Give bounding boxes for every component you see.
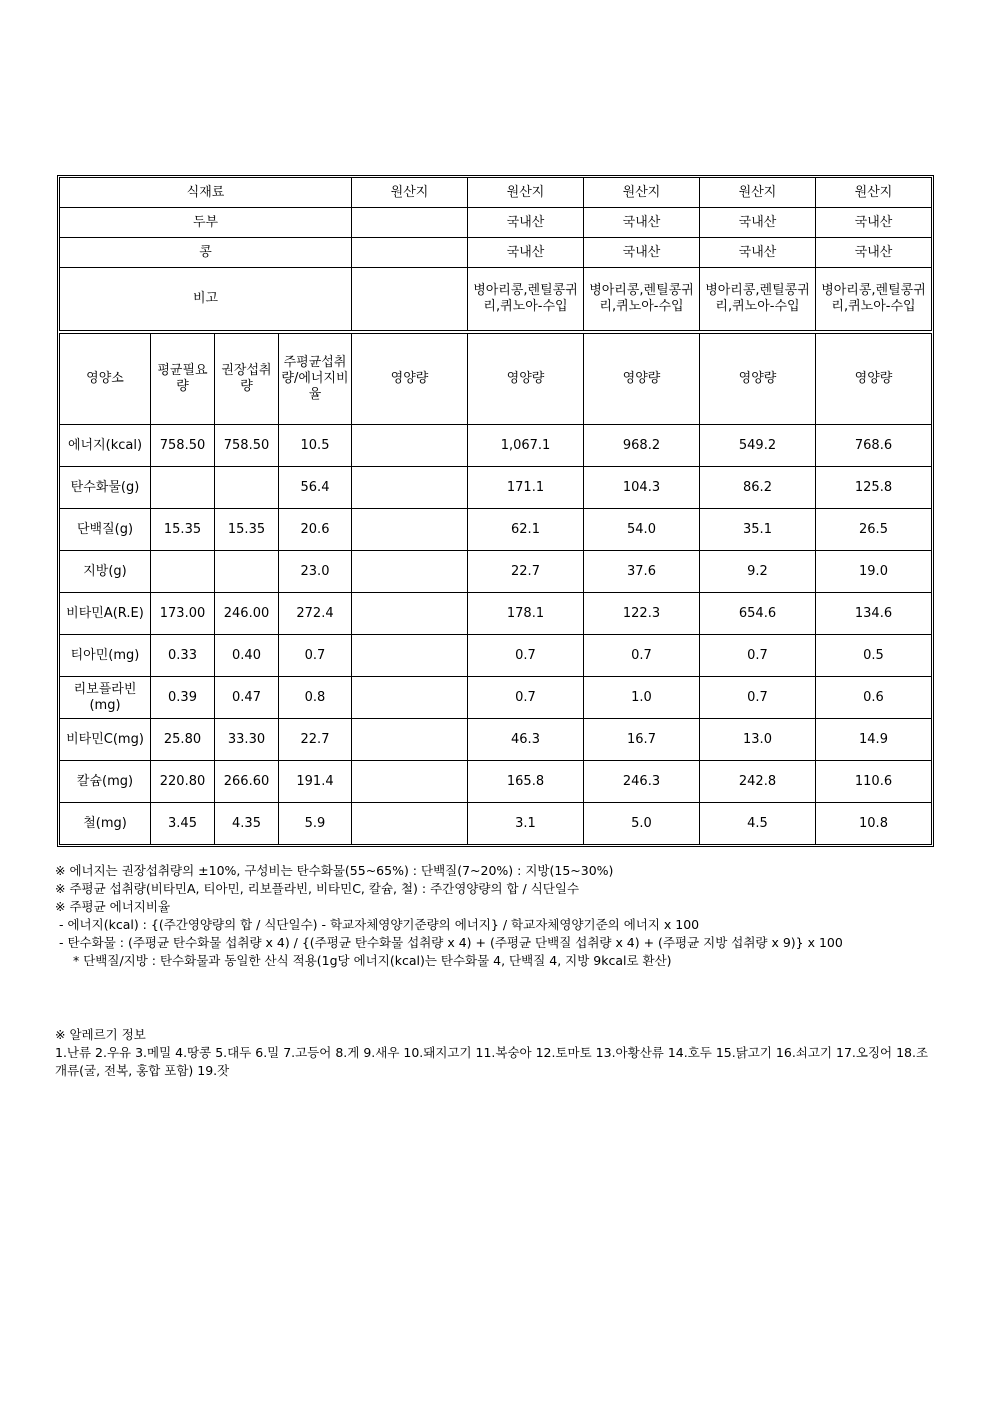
nutrient-label: 탄수화물(g) [60,467,151,509]
note-line: ※ 주평균 섭취량(비타민A, 티아민, 리보플라빈, 비타민C, 칼슘, 철) : 주간영양량의 합 / 식단일수 [55,881,580,896]
nutrition-value-cell: 26.5 [816,509,932,551]
note-line: ※ 에너지는 권장섭취량의 ±10%, 구성비는 탄수화물(55~65%) : 단백질(7~20%) : 지방(15~30%) [55,863,614,878]
nutrition-value-cell [352,467,468,509]
nutrition-value-cell: 549.2 [700,425,816,467]
origin-header-cell: 원산지 [468,178,584,208]
nutrition-value-cell: 654.6 [700,593,816,635]
nutrition-header-cell: 영양량 [700,334,816,425]
origin-header-row [60,178,932,208]
nutrition-value-cell [352,761,468,803]
nutrition-value-cell: 242.8 [700,761,816,803]
nutrition-value-cell: 4.5 [700,803,816,845]
nutrition-header-cell: 영양량 [468,334,584,425]
allergy-info [55,1026,940,1080]
nutrition-value-cell: 54.0 [584,509,700,551]
remarks-cell: 병아리콩,렌틸콩귀리,퀴노아-수입 [700,268,816,331]
nutrition-row [60,761,932,803]
nutrition-row [60,467,932,509]
origin-cell [352,208,468,238]
nutrition-value-cell: 758.50 [151,425,215,467]
nutrition-value-cell: 10.5 [279,425,352,467]
nutrition-value-cell: 3.45 [151,803,215,845]
nutrition-value-cell [352,803,468,845]
nutrition-value-cell: 13.0 [700,719,816,761]
nutrition-value-cell: 9.2 [700,551,816,593]
origin-header-cell: 원산지 [584,178,700,208]
note-line: - 에너지(kcal) : {(주간영양량의 합 / 식단일수) - 학교자체영양기준량의 에너지} / 학교자체영양기준의 에너지 x 100 [59,917,700,932]
nutrition-value-cell: 0.7 [584,635,700,677]
nutrition-row [60,509,932,551]
remarks-cell [352,268,468,331]
remarks-cell: 병아리콩,렌틸콩귀리,퀴노아-수입 [468,268,584,331]
nutrition-value-cell: 16.7 [584,719,700,761]
nutrition-value-cell [352,509,468,551]
nutrition-header-cell: 영양소 [60,334,151,425]
origin-cell: 국내산 [816,208,932,238]
nutrient-label: 칼슘(mg) [60,761,151,803]
nutrition-value-cell: 37.6 [584,551,700,593]
nutrition-value-cell [352,677,468,719]
nutrient-label: 비타민C(mg) [60,719,151,761]
ingredient-label: 두부 [60,208,352,238]
nutrition-value-cell: 246.3 [584,761,700,803]
origin-cell: 국내산 [468,208,584,238]
nutrition-value-cell: 15.35 [215,509,279,551]
nutrition-value-cell: 246.00 [215,593,279,635]
nutrition-value-cell: 35.1 [700,509,816,551]
nutrition-row [60,551,932,593]
nutrient-label: 리보플라빈(mg) [60,677,151,719]
allergy-list: 1.난류 2.우유 3.메밀 4.땅콩 5.대두 6.밀 7.고등어 8.게 9.새우 10.돼지고기 11.복숭아 12.토마토 13.아황산류 14.호두 15.닭고기 16.쇠고기 17.오징어 18.조개류(굴, 전복, 홍합 포함) 19.잣 [55,1045,929,1078]
nutrition-row [60,803,932,845]
remarks-label: 비고 [60,268,352,331]
nutrient-label: 비타민A(R.E) [60,593,151,635]
nutrition-value-cell: 3.1 [468,803,584,845]
nutrition-value-cell: 56.4 [279,467,352,509]
nutrition-value-cell [352,425,468,467]
nutrition-value-cell: 5.0 [584,803,700,845]
nutrient-label: 지방(g) [60,551,151,593]
note-line: * 단백질/지방 : 탄수화물과 동일한 산식 적용(1g당 에너지(kcal)는 탄수화물 4, 단백질 4, 지방 9kcal로 환산) [73,953,672,968]
remarks-row [60,268,932,331]
nutrition-value-cell: 14.9 [816,719,932,761]
nutrition-table [59,333,932,845]
nutrition-value-cell: 220.80 [151,761,215,803]
origin-row [60,238,932,268]
origin-header-cell: 원산지 [700,178,816,208]
nutrition-value-cell [151,467,215,509]
nutrition-value-cell: 5.9 [279,803,352,845]
nutrition-row [60,425,932,467]
nutrition-value-cell: 0.6 [816,677,932,719]
nutrition-value-cell [352,635,468,677]
nutrition-value-cell: 25.80 [151,719,215,761]
ingredient-label: 콩 [60,238,352,268]
nutrient-label: 에너지(kcal) [60,425,151,467]
nutrition-value-cell: 15.35 [151,509,215,551]
note-line: ※ 주평균 에너지비율 [55,899,171,914]
nutrition-value-cell: 1,067.1 [468,425,584,467]
nutrition-value-cell: 4.35 [215,803,279,845]
nutrition-value-cell [352,719,468,761]
remarks-cell: 병아리콩,렌틸콩귀리,퀴노아-수입 [584,268,700,331]
nutrition-value-cell: 23.0 [279,551,352,593]
nutrient-label: 철(mg) [60,803,151,845]
nutrition-value-cell: 20.6 [279,509,352,551]
nutrition-row [60,719,932,761]
origin-cell: 국내산 [700,238,816,268]
nutrition-row [60,677,932,719]
nutrition-value-cell [215,467,279,509]
nutrition-value-cell: 0.7 [279,635,352,677]
menu-info-frame [57,175,934,847]
origin-cell [352,238,468,268]
nutrition-value-cell: 266.60 [215,761,279,803]
nutrition-value-cell: 178.1 [468,593,584,635]
nutrition-value-cell: 0.5 [816,635,932,677]
origin-header-cell: 원산지 [816,178,932,208]
nutrition-value-cell: 22.7 [279,719,352,761]
nutrition-value-cell: 134.6 [816,593,932,635]
origin-cell: 국내산 [584,208,700,238]
nutrition-value-cell: 0.7 [700,677,816,719]
nutrition-value-cell: 0.47 [215,677,279,719]
nutrition-header-cell: 권장섭취량 [215,334,279,425]
nutrition-value-cell: 10.8 [816,803,932,845]
note-line: - 탄수화물 : (주평균 탄수화물 섭취량 x 4) / {(주평균 탄수화물 섭취량 x 4) + (주평균 단백질 섭취량 x 4) + (주평균 지방 섭취량 x 9)} x 100 [59,935,843,950]
nutrition-value-cell: 0.33 [151,635,215,677]
nutrition-value-cell: 19.0 [816,551,932,593]
nutrition-header-cell: 영양량 [816,334,932,425]
nutrition-row [60,593,932,635]
remarks-cell: 병아리콩,렌틸콩귀리,퀴노아-수입 [816,268,932,331]
nutrition-value-cell: 173.00 [151,593,215,635]
nutrition-value-cell: 86.2 [700,467,816,509]
nutrition-value-cell: 22.7 [468,551,584,593]
origin-header-cell: 원산지 [352,178,468,208]
nutrition-value-cell: 46.3 [468,719,584,761]
nutrition-header-cell: 주평균섭취량/에너지비율 [279,334,352,425]
origin-cell: 국내산 [700,208,816,238]
origin-cell: 국내산 [584,238,700,268]
allergy-title: ※ 알레르기 정보 [55,1027,146,1042]
nutrition-value-cell: 104.3 [584,467,700,509]
nutrition-value-cell: 0.8 [279,677,352,719]
nutrition-value-cell [215,551,279,593]
nutrition-value-cell: 758.50 [215,425,279,467]
origin-header-label: 식재료 [60,178,352,208]
nutrition-value-cell: 171.1 [468,467,584,509]
nutrition-header-row [60,334,932,425]
nutrient-label: 티아민(mg) [60,635,151,677]
nutrition-value-cell: 122.3 [584,593,700,635]
nutrition-value-cell: 191.4 [279,761,352,803]
nutrition-value-cell: 62.1 [468,509,584,551]
nutrition-header-cell: 영양량 [352,334,468,425]
nutrition-value-cell: 0.40 [215,635,279,677]
origin-row [60,208,932,238]
nutrition-value-cell: 272.4 [279,593,352,635]
nutrition-value-cell: 0.39 [151,677,215,719]
origin-table [59,177,932,331]
nutrition-value-cell: 0.7 [468,635,584,677]
nutrition-value-cell: 1.0 [584,677,700,719]
nutrition-value-cell: 110.6 [816,761,932,803]
nutrition-value-cell: 768.6 [816,425,932,467]
nutrition-header-cell: 영양량 [584,334,700,425]
nutrition-value-cell: 165.8 [468,761,584,803]
nutrition-row [60,635,932,677]
origin-cell: 국내산 [468,238,584,268]
nutrition-value-cell: 968.2 [584,425,700,467]
nutrition-value-cell: 0.7 [468,677,584,719]
origin-cell: 국내산 [816,238,932,268]
nutrition-value-cell [352,551,468,593]
nutrition-notes [55,862,940,970]
nutrition-value-cell: 125.8 [816,467,932,509]
nutrition-value-cell: 0.7 [700,635,816,677]
nutrition-value-cell: 33.30 [215,719,279,761]
nutrition-value-cell [151,551,215,593]
nutrient-label: 단백질(g) [60,509,151,551]
nutrition-value-cell [352,593,468,635]
nutrition-header-cell: 평균필요량 [151,334,215,425]
